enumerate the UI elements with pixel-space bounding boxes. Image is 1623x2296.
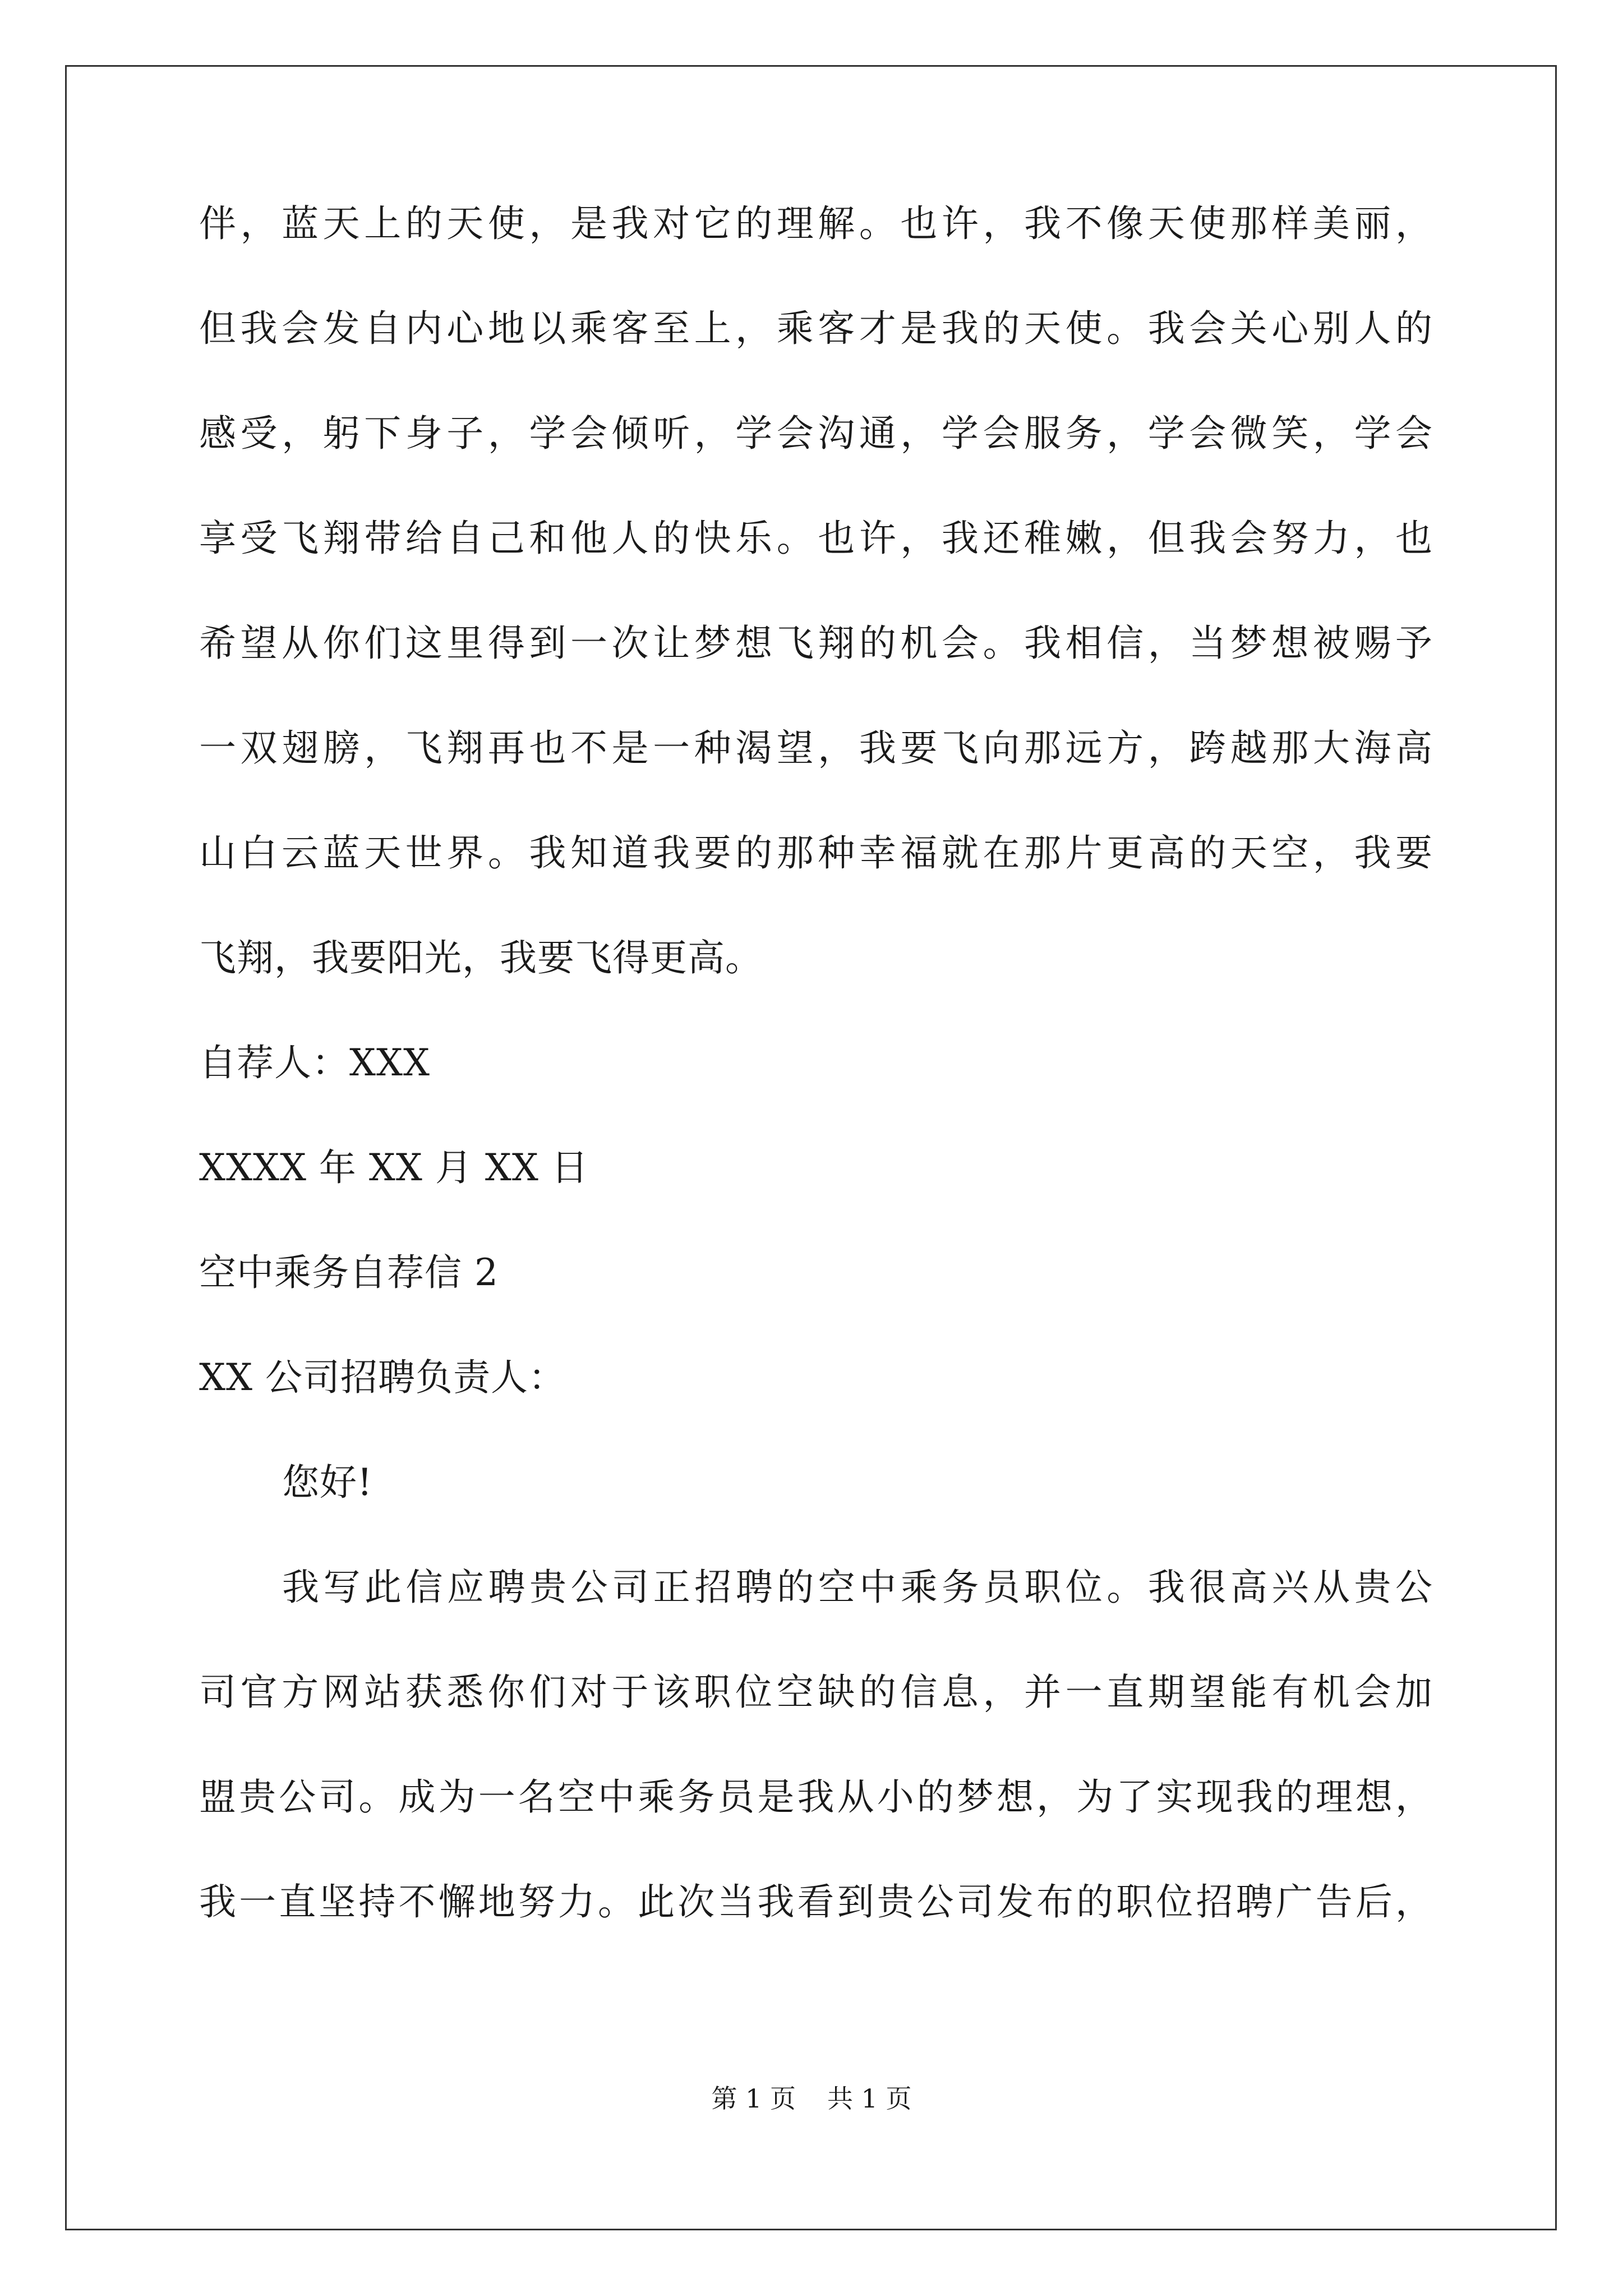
date: XXXX 年 XX 月 XX 日 [199,1146,589,1189]
body-line: 司官方网站获悉你们对于该职位空缺的信息，并一直期望能有机会加 [199,1671,1433,1714]
body-line: 我一直坚持不懈地努力。此次当我看到贵公司发布的职位招聘广告后， [199,1880,1433,1924]
greeting: 您好! [282,1461,373,1504]
body-line: 飞翔，我要阳光，我要飞得更高。 [199,936,763,979]
body-line: 一双翅膀，飞翔再也不是一种渴望，我要飞向那远方，跨越那大海高 [199,726,1433,770]
page-total: 共 1 页 [827,2083,912,2114]
body-line: 我写此信应聘贵公司正招聘的空中乘务员职位。我很高兴从贵公 [282,1566,1433,1609]
page-number: 第 1 页 [711,2083,796,2114]
document-body [199,171,1433,1954]
page-footer [0,2078,1623,2115]
body-line: 山白云蓝天世界。我知道我要的那种幸福就在那片更高的天空，我要 [199,831,1433,875]
body-line: 盟贵公司。成为一名空中乘务员是我从小的梦想，为了实现我的理想， [199,1775,1433,1819]
signature: 自荐人：XXX [199,1041,430,1084]
section-title: 空中乘务自荐信 2 [199,1251,499,1294]
addressee: XX 公司招聘负责人： [199,1356,566,1399]
body-line: 但我会发自内心地以乘客至上，乘客才是我的天使。我会关心别人的 [199,307,1433,350]
body-line: 伴，蓝天上的天使，是我对它的理解。也许，我不像天使那样美丽， [199,202,1433,245]
body-line: 感受，躬下身子，学会倾听，学会沟通，学会服务，学会微笑，学会 [199,412,1433,455]
body-line: 希望从你们这里得到一次让梦想飞翔的机会。我相信，当梦想被赐予 [199,622,1433,665]
body-line: 享受飞翔带给自己和他人的快乐。也许，我还稚嫩，但我会努力，也 [199,517,1433,560]
